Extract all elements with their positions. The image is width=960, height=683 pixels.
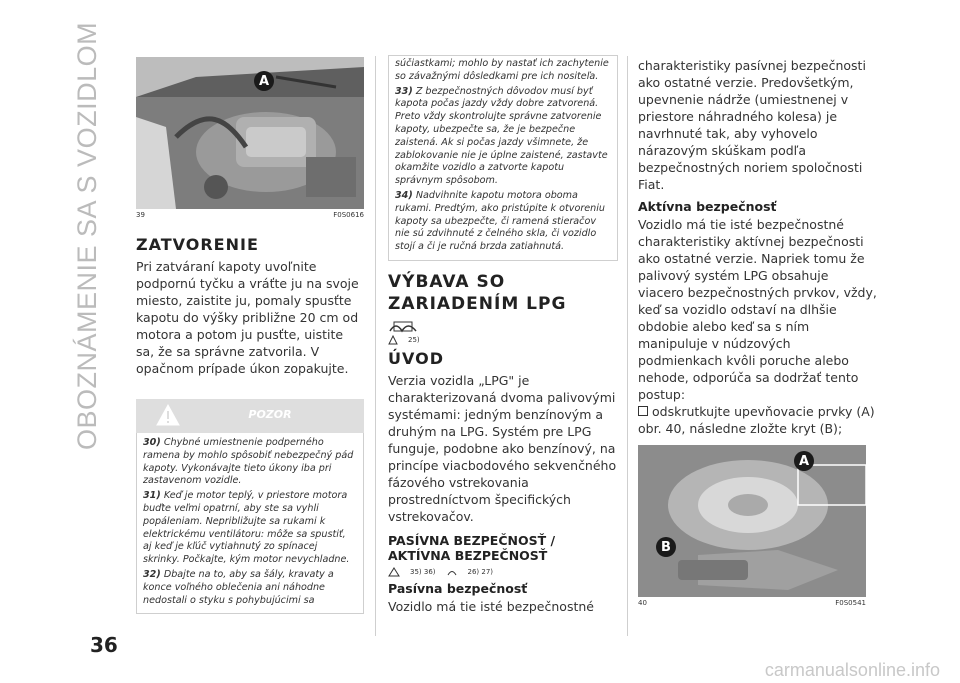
warning-header — [136, 399, 364, 433]
callout-b: B — [656, 537, 676, 557]
warning-item — [395, 190, 611, 254]
engine-bay-illustration — [136, 57, 364, 209]
warning-item-num: 34) — [395, 189, 413, 201]
warning-box — [136, 433, 364, 614]
sub-heading-passive: Pasívna bezpečnosť — [388, 580, 528, 596]
reference-row — [388, 567, 618, 577]
warning-ref-icon — [388, 567, 400, 577]
body-paragraph: Vozidlo má tie isté bezpečnostné charakteristiky aktívnej bezpečnosti ako ostatné verzie. Napriek tomu že palivový systém LPG obsahuje viacero bezpečnostných prvkov, vždy, keď sa vozidlo odstaví na dlhšie obdobie alebo keď sa s ním manipuluje v núdzových podmienkach kvôli poruche alebo nehode, odporúča sa dodržať tento postup: — [638, 217, 877, 402]
reference-number: 25) — [408, 335, 420, 344]
warning-item-num: 33) — [395, 85, 413, 97]
figure-number: 40 — [638, 599, 647, 607]
warning-item-text: Z bezpečnostných dôvodov musí byť kapota počas jazdy vždy dobre zatvorená. Preto vždy skontrolujte správne zatvorenie kapoty, ubezpečte sa, že je bezpečne zaistená. Ak si počas jazdy všimnete, že zablokovanie nie je úplne zaistené, zastavte okamžite vozidlo a zatvorte kapotu správnym spôsobom. — [395, 85, 608, 187]
column-divider — [375, 56, 376, 636]
bullet-item — [638, 403, 878, 437]
figure-code: F0S0616 — [333, 211, 364, 219]
section-heading: ZATVORENIE — [136, 235, 259, 254]
figure-caption — [638, 599, 866, 607]
warning-box-continued — [388, 55, 618, 261]
note-ref-icon — [446, 567, 458, 577]
warning-ref-icon — [388, 335, 398, 345]
checkbox-bullet-icon — [638, 406, 648, 416]
figure-code: F0S0541 — [835, 599, 866, 607]
body-paragraph: Verzia vozidla „LPG" je charakterizovaná dvoma palivovými systémami: jedným benzínovým a druhým na LPG. Systém pre LPG funguje, podobne ako benzínový, na princípe viacbodového sekvenčného fázového vstrekovania prostredníctvom špecifických vstrekovačov. — [388, 372, 617, 524]
figure-caption — [136, 211, 364, 219]
reference-icon-row — [388, 319, 618, 335]
warning-item — [143, 437, 357, 488]
book-reference-icon — [388, 319, 418, 335]
sub-heading-active: Aktívna bezpečnosť — [638, 199, 777, 214]
column-3 — [638, 57, 878, 607]
warning-item-text: Keď je motor teplý, v priestore motora buďte veľmi opatrní, aby ste sa vyhli popáleniam. Nepribližujte sa rukami k elektrickému ventilátoru: môže sa spustiť, aj keď je kľúč vytiahnutý zo spínacej skrinky. Počkajte, kým motor nevychladne. — [143, 490, 350, 566]
reference-row — [388, 335, 618, 345]
figure-39 — [136, 57, 364, 209]
column-1 — [136, 57, 364, 614]
warning-item — [395, 58, 611, 84]
figure-40 — [638, 445, 866, 597]
warning-item-text: Dbajte na to, aby sa šály, kravaty a konce voľného oblečenia ani náhodne nedostali o styku s pohybujúcimi sa — [143, 568, 334, 606]
reference-numbers: 35) 36) — [410, 567, 436, 576]
chapter-side-title: OBOZNÁMENIE SA S VOZIDLOM — [72, 21, 102, 450]
warning-item-text: súčiastkami; mohlo by nastať ich zachytenie so závažnými dôsledkami pre ich nositeľa. — [395, 58, 609, 82]
warning-item-text: Chybné umiestnenie podperného ramena by mohlo spôsobiť nebezpečný pád kapoty. Vykonávajte tieto úkony iba pri zastavenom vozidle. — [143, 437, 354, 487]
warning-item — [143, 490, 357, 567]
callout-a: A — [794, 451, 814, 471]
body-paragraph: Pri zatváraní kapoty uvoľnite podpornú tyčku a vráťte ju na svoje miesto, zaistite ju, pomaly spusťte kapotu do výšky približne 20 cm od motora a potom ju pusťte, uistite sa, že sa správne zatvorila. V opačnom prípade úkon zopakujte. — [136, 259, 359, 376]
column-divider — [627, 56, 628, 636]
callout-a: A — [254, 71, 274, 91]
section-heading-lpg: VÝBAVA SO ZARIADENÍM LPG — [388, 271, 567, 314]
column-2 — [388, 57, 618, 615]
figure-number: 39 — [136, 211, 145, 219]
body-paragraph: Vozidlo má tie isté bezpečnostné — [388, 598, 594, 614]
warning-item-num: 32) — [143, 568, 161, 580]
warning-item-num: 31) — [143, 490, 161, 502]
warning-item-num: 30) — [143, 437, 161, 448]
warning-item-text: Nadvihnite kapotu motora oboma rukami. Predtým, ako pristúpite k otvoreniu kapoty sa ubezpečte, či ramená stieračov nie sú zdvihnuté z čelného skla, či vozidlo stojí a či je ručná brzda zatiahnutá. — [395, 189, 605, 253]
bullet-text: odskrutkujte upevňovacie prvky (A) obr. 40, následne zložte kryt (B); — [638, 404, 875, 436]
sub-heading-uvod: ÚVOD — [388, 348, 444, 368]
lpg-tank-cover-illustration — [638, 445, 866, 597]
warning-title: POZOR — [248, 408, 292, 421]
warning-item — [395, 86, 611, 188]
section-heading-safety: PASÍVNA BEZPEČNOSŤ / AKTÍVNA BEZPEČNOSŤ — [388, 532, 556, 563]
body-paragraph: charakteristiky pasívnej bezpečnosti ako ostatné verzie. Predovšetkým, upevnenie nádrže (umiestnenej v priestore náhradného kolesa) je navrhnuté tak, aby vyhovelo nárazovým skúškam podľa bezpečnostných noriem spoločnosti Fiat. — [638, 58, 866, 192]
page-number: 36 — [90, 633, 118, 657]
footer-watermark: carmanualsonline.info — [764, 660, 940, 680]
warning-item — [143, 569, 357, 607]
reference-numbers: 26) 27) — [467, 567, 494, 576]
